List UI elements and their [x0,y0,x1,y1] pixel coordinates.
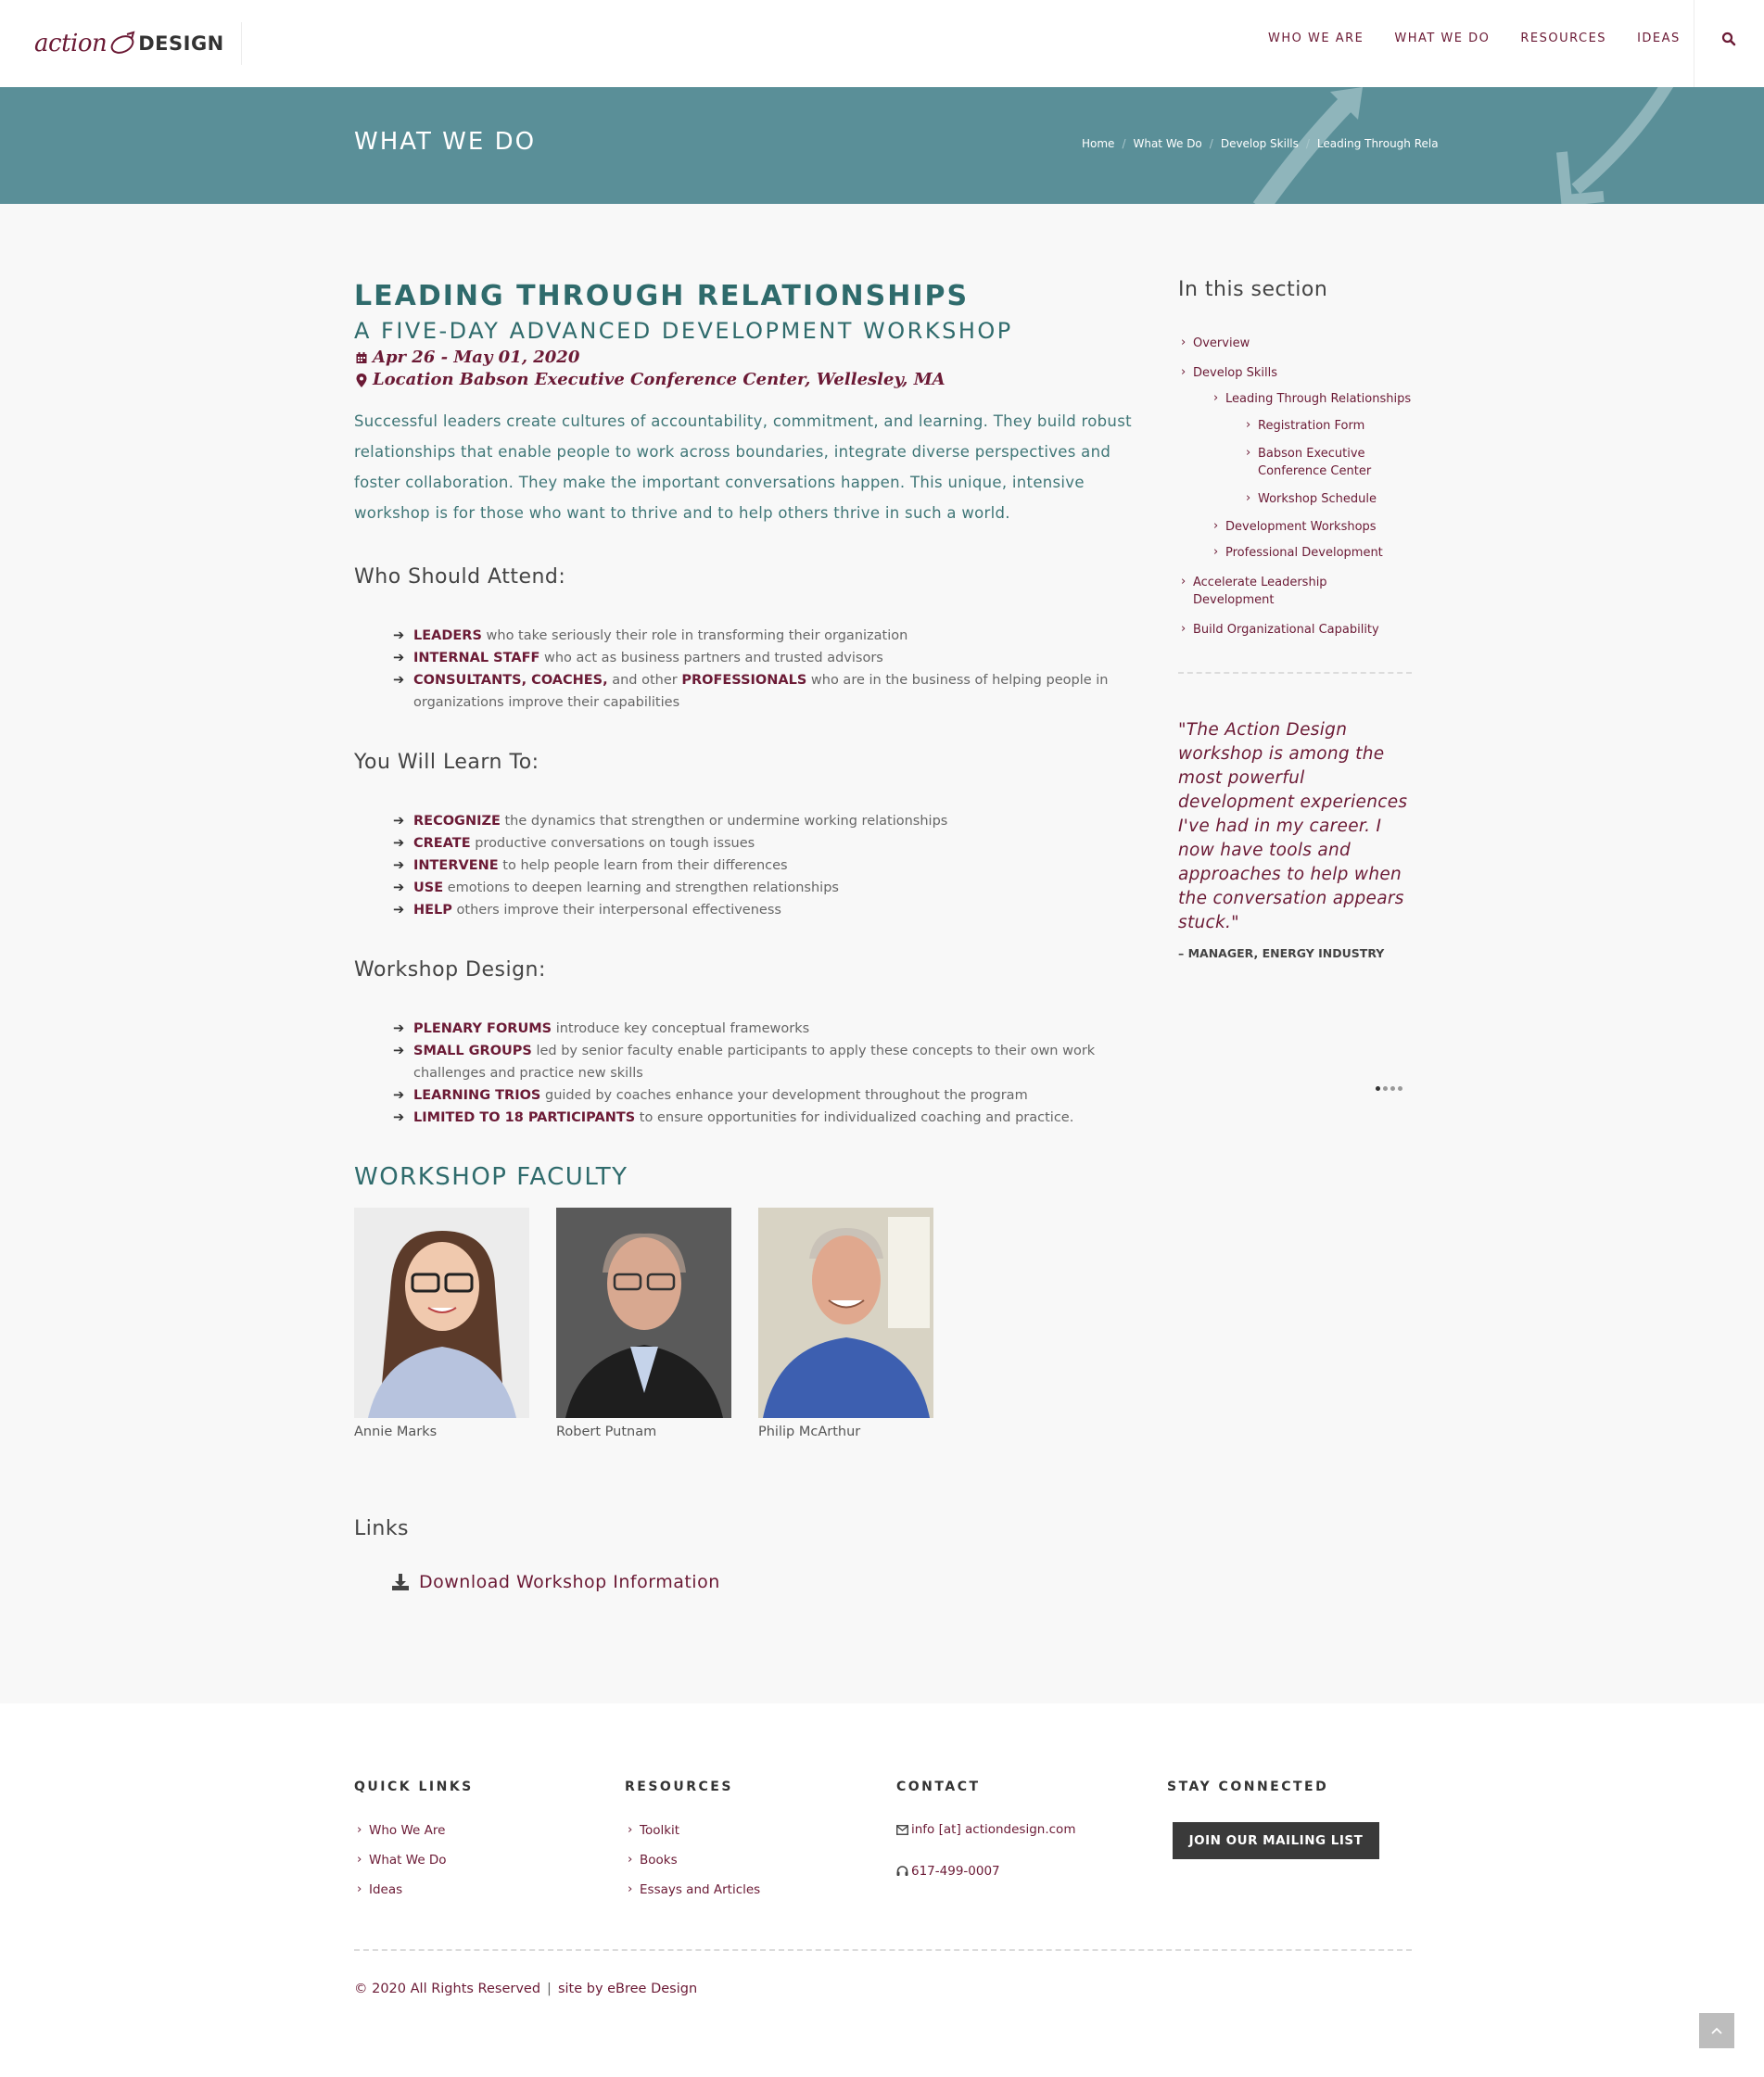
testimonial-pager [1376,1086,1405,1091]
list-item [393,1084,1133,1107]
links-heading: Links [354,1517,410,1540]
list-item-strong: PROFESSIONALS [681,673,807,688]
arrow-right-icon: ➔ [393,858,405,873]
site-header [0,0,1764,88]
sidebar-item-leading-through-relationships[interactable] [1211,390,1412,508]
download-link-label: Download Workshop Information [419,1572,720,1592]
site-logo[interactable] [34,22,242,65]
breadcrumb-home[interactable]: Home [1082,137,1115,150]
logo-text-design: DESIGN [138,32,224,55]
sidebar-item-accelerate[interactable]: › Accelerate Leadership Development [1178,574,1412,609]
list-item [393,1040,1133,1084]
arrow-right-icon: ➔ [393,673,405,688]
list-item [393,669,1133,714]
list-item-text: who are in the business of helping people in organizations improve their capabilities [413,673,1109,710]
list-item-text: emotions to deepen learning and strengthen relationships [443,880,839,895]
pager-dot[interactable] [1376,1086,1380,1091]
list-item [393,899,1133,921]
footer-heading: QUICK LINKS [354,1779,474,1794]
arrow-right-icon: ➔ [393,1110,405,1125]
search-icon[interactable] [1721,32,1736,46]
list-item-text: who act as business partners and trusted advisors [539,651,883,665]
footer-link[interactable]: › Toolkit [625,1822,760,1839]
section-sidebar [1178,278,1412,960]
list-item-strong: LIMITED TO 18 PARTICIPANTS [413,1110,636,1125]
sidebar-item-label[interactable]: Leading Through Relationships [1225,392,1412,406]
pager-dot[interactable] [1398,1086,1402,1091]
faculty-heading: WORKSHOP FACULTY [354,1163,628,1191]
sidebar-item-babson[interactable]: › Babson Executive Conference Center [1243,445,1412,480]
page-title: WHAT WE DO [354,128,537,156]
faculty-card [354,1208,529,1439]
list-item-text: guided by coaches enhance your development throughout the program [540,1088,1028,1103]
page-banner [0,87,1764,204]
arrow-right-icon: ➔ [393,836,405,851]
contact-email[interactable] [896,1822,1075,1837]
attend-heading: Who Should Attend: [354,565,566,589]
learn-heading: You Will Learn To: [354,751,539,774]
section-nav [1178,335,1412,639]
contact-email-text: info [at] actiondesign.com [911,1822,1076,1837]
list-item-strong: CREATE [413,836,471,851]
workshop-subtitle: A FIVE-DAY ADVANCED DEVELOPMENT WORKSHOP [354,318,1013,344]
list-item-text: introduce key conceptual frameworks [552,1021,810,1036]
breadcrumb-current: Leading Through Rela [1316,137,1439,150]
breadcrumb-separator: / [1209,137,1213,150]
contact-phone-text: 617-499-0007 [911,1864,1000,1879]
attend-list [393,625,1133,714]
footer-resources [625,1779,760,1911]
credit-link[interactable]: site by eBree Design [557,1982,698,1996]
nav-ideas[interactable]: IDEAS [1637,32,1681,45]
contact-phone[interactable] [896,1864,1075,1879]
list-item-text: and other [607,673,682,688]
calendar-icon [354,351,369,364]
workshop-dates-text: Apr 26 - May 01, 2020 [373,348,580,367]
logo-text-action: action [34,30,108,57]
list-item-strong: CONSULTANTS, COACHES, [413,673,608,688]
list-item [393,855,1133,877]
list-item-strong: LEARNING TRIOS [413,1088,541,1103]
list-item-strong: RECOGNIZE [413,814,501,829]
sidebar-item-label[interactable]: Develop Skills [1193,366,1278,380]
list-item [393,647,1133,669]
list-item-strong: USE [413,880,444,895]
workshop-location [354,369,1133,391]
footer-link[interactable]: › Books [625,1852,760,1868]
arrow-right-icon: ➔ [393,1088,405,1103]
faculty-name: Philip McArthur [758,1425,861,1439]
footer-divider [354,1949,1412,1951]
download-icon [391,1573,410,1591]
pager-dot[interactable] [1383,1086,1388,1091]
list-item [393,1018,1133,1040]
sidebar-item-overview[interactable]: › Overview [1178,335,1412,352]
list-item-strong: HELP [413,903,452,918]
list-item [393,810,1133,832]
faculty-photo[interactable] [556,1208,731,1418]
sidebar-item-build-capability[interactable]: › Build Organizational Capability [1178,621,1412,639]
footer-contact [896,1779,1075,1879]
footer-link[interactable]: › Who We Are [354,1822,474,1839]
main-nav [1268,32,1711,45]
sidebar-heading: In this section [1178,278,1328,301]
list-item-strong: PLENARY FORUMS [413,1021,552,1036]
envelope-icon [896,1825,908,1835]
testimonial-source: – MANAGER, ENERGY INDUSTRY [1178,946,1385,960]
main-content [354,278,1133,1592]
copyright-separator: | [547,1982,552,1996]
logo-swoosh-icon [108,31,136,57]
site-footer [0,1703,1764,2077]
breadcrumb-what-we-do[interactable]: What We Do [1133,137,1202,150]
list-item-text: others improve their interpersonal effectiveness [451,903,781,918]
list-item-strong: INTERVENE [413,858,499,873]
arrow-right-icon: ➔ [393,1044,405,1058]
back-to-top-button[interactable] [1699,2013,1734,2048]
list-item [393,832,1133,855]
footer-link[interactable]: › Essays and Articles [625,1881,760,1898]
footer-quick-links [354,1779,474,1911]
faculty-card [758,1208,933,1439]
sidebar-item-workshop-schedule[interactable]: › Workshop Schedule [1243,490,1412,508]
download-workshop-link[interactable] [391,1572,1133,1592]
arrow-right-icon: ➔ [393,903,405,918]
footer-heading: STAY CONNECTED [1167,1779,1329,1794]
footer-heading: CONTACT [896,1779,981,1794]
breadcrumb-separator: / [1305,137,1310,150]
headset-icon [896,1866,908,1877]
arrow-right-icon: ➔ [393,628,405,643]
faculty-card [556,1208,731,1439]
faculty-row [354,1208,1133,1439]
list-item-text: to ensure opportunities for individualized coaching and practice. [635,1110,1074,1125]
faculty-photo[interactable] [758,1208,933,1418]
learn-list [393,810,1133,921]
workshop-intro: Successful leaders create cultures of accountability, commitment, and learning. They build robust relationships that enable people to work across boundaries, integrate diverse perspectives and foster collaboration. They make the important conversations happen. This unique, intensive workshop is for those who want to thrive and to help others thrive in such a world. [354,412,1132,522]
breadcrumb-develop-skills[interactable]: Develop Skills [1220,137,1299,150]
design-heading: Workshop Design: [354,958,546,982]
sidebar-divider [1178,672,1412,674]
nav-what-we-do[interactable]: WHAT WE DO [1394,32,1491,45]
workshop-location-text: Location Babson Executive Conference Center, Wellesley, MA [373,370,945,389]
faculty-name: Annie Marks [354,1425,438,1439]
list-item-strong: LEADERS [413,628,482,643]
list-item-strong: SMALL GROUPS [413,1044,532,1058]
breadcrumb [1082,137,1439,150]
list-item-strong: INTERNAL STAFF [413,651,540,665]
pager-dot[interactable] [1390,1086,1395,1091]
sidebar-item-development-workshops[interactable]: › Development Workshops [1211,518,1412,536]
list-item-text: led by senior faculty enable participants to apply these concepts to their own work challenges and practice new skills [413,1044,1096,1081]
list-item-text: to help people learn from their differences [498,858,788,873]
map-pin-icon [354,374,369,387]
workshop-title: LEADING THROUGH RELATIONSHIPS [354,280,970,312]
list-item [393,625,1133,647]
list-item-text: productive conversations on tough issues [470,836,755,851]
arrow-right-icon: ➔ [393,880,405,895]
chevron-up-icon [1711,2027,1722,2034]
arrow-right-icon: ➔ [393,1021,405,1036]
workshop-dates [354,347,1133,369]
list-item-text: who take seriously their role in transforming their organization [481,628,908,643]
arrow-right-icon: ➔ [393,651,405,665]
sidebar-item-registration-form[interactable]: › Registration Form [1243,417,1412,435]
list-item [393,877,1133,899]
footer-link[interactable]: › Ideas [354,1881,474,1898]
copyright-line [354,1982,697,1996]
copyright-text: © 2020 All Rights Reserved [354,1982,541,1996]
sidebar-item-develop-skills[interactable] [1178,364,1412,562]
design-list [393,1018,1133,1129]
list-item [393,1107,1133,1129]
arrow-right-icon: ➔ [393,814,405,829]
list-item-text: the dynamics that strengthen or undermine working relationships [500,814,948,829]
testimonial-quote: "The Action Design workshop is among the most powerful development experiences I've had in my career. I now have tools and approaches to help when the conversation appears stuck." [1178,720,1408,932]
faculty-photo[interactable] [354,1208,529,1418]
footer-stay-connected [1167,1779,1379,1859]
footer-link[interactable]: › What We Do [354,1852,474,1868]
footer-heading: RESOURCES [625,1779,733,1794]
join-mailing-list-button[interactable]: JOIN OUR MAILING LIST [1173,1822,1379,1859]
faculty-name: Robert Putnam [556,1425,657,1439]
nav-resources[interactable]: RESOURCES [1520,32,1607,45]
breadcrumb-separator: / [1122,137,1126,150]
sidebar-item-professional-development[interactable]: › Professional Development [1211,544,1412,562]
nav-who-we-are[interactable]: WHO WE ARE [1268,32,1364,45]
